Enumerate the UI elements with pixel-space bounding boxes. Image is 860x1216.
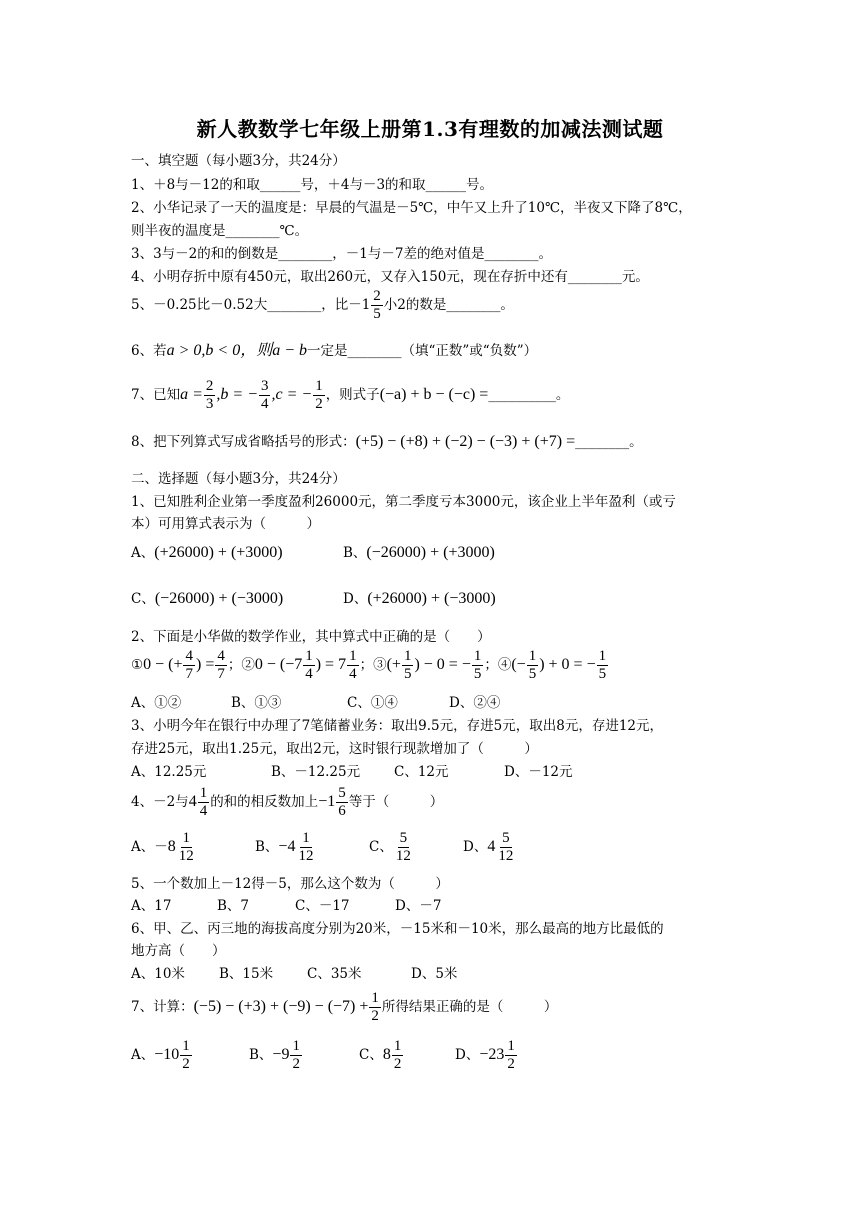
mixed-whole: 4 <box>188 793 197 810</box>
s2-q4 <box>131 785 443 820</box>
item-frac <box>303 648 315 683</box>
s1-q7-frac-a <box>204 378 216 413</box>
s1-q7-text-a: 7、已知 <box>131 387 181 403</box>
s1-q6 <box>131 342 537 360</box>
s2-q2-options <box>131 694 500 712</box>
item-expr: ) − 0 = − <box>414 656 471 673</box>
mixed-whole: 4 <box>487 838 496 855</box>
fraction-numerator: 5 <box>399 830 408 846</box>
fraction-denominator: 2 <box>371 1008 379 1024</box>
fraction-denominator: 5 <box>598 666 607 682</box>
s1-q7-math-b: ,b = − <box>216 386 258 403</box>
option-b: B、①③ <box>231 695 282 711</box>
s1-q7-expr: (−a) + b − (−c) = <box>379 386 489 403</box>
s2-q7-frac <box>369 990 381 1025</box>
s2-q7-options <box>131 1038 518 1073</box>
s1-q7-frac-b <box>259 378 271 413</box>
option-d: D、5米 <box>411 966 458 982</box>
fraction-numerator: 1 <box>305 648 313 664</box>
option-expr: (−26000) + (+3000) <box>366 544 495 561</box>
fraction-denominator: 3 <box>205 396 214 412</box>
mixed-whole: −9 <box>272 1046 290 1063</box>
s2-q7-text-a: 7、计算： <box>131 999 194 1015</box>
fraction-numerator: 1 <box>528 648 537 664</box>
option-a <box>131 830 255 865</box>
fraction-numerator: 1 <box>182 1038 190 1054</box>
item-marker: ；③ <box>359 657 387 673</box>
option-label: A、－ <box>131 839 168 855</box>
fraction-denominator: 7 <box>185 666 193 682</box>
s1-q6-text-b: 一定是________（填“正数”或“负数”） <box>307 343 538 359</box>
fraction-numerator: 1 <box>507 1038 515 1054</box>
s1-q5 <box>131 288 514 323</box>
s2-q1-line2: 本）可用算式表示为（ ） <box>131 516 320 532</box>
s1-q5-text-a: 5、－0.25比－0.52大________，比－1 <box>131 297 371 313</box>
fraction-numerator: 3 <box>260 378 269 394</box>
fraction-numerator: 1 <box>292 1038 300 1054</box>
option-expr: (+26000) + (+3000) <box>154 544 283 561</box>
mixed-frac <box>180 1038 192 1073</box>
option-label: B、 <box>249 1047 273 1063</box>
option-d <box>463 830 516 865</box>
option-d: D、－12元 <box>504 764 573 780</box>
fraction-numerator: 5 <box>502 830 510 846</box>
s2-q7-expr: (−5) − (+3) + (−9) − (−7) + <box>193 998 369 1015</box>
s1-q7-text-b: ，则式子 <box>325 387 380 403</box>
s2-q2-items <box>131 648 609 683</box>
option-label: C、 <box>359 1047 383 1063</box>
s2-q4-text-b: 的和的相反数加上 <box>210 794 319 810</box>
option-label: A、 <box>131 545 155 561</box>
fraction-denominator: 2 <box>182 1056 190 1072</box>
option-frac <box>394 830 413 865</box>
option-c <box>369 830 463 865</box>
s1-q7-math-c: ,c = − <box>271 386 313 403</box>
s1-q1: 1、＋8与－12的和取______号，＋4与－3的和取______号。 <box>131 177 494 193</box>
s2-q7-text-b: 所得结果正确的是（ ） <box>381 999 558 1015</box>
option-label: B、 <box>343 545 367 561</box>
s2-q1-line1: 1、已知胜利企业第一季度盈利26000元，第二季度亏本3000元，该企业上半年盈利（或亏 <box>131 494 676 510</box>
fraction-denominator: 5 <box>373 306 381 322</box>
fraction-numerator: 1 <box>349 648 357 664</box>
item-frac <box>472 648 484 683</box>
s2-q3-options <box>131 763 573 781</box>
option-label: C、 <box>131 591 155 607</box>
s1-q2-line1: 2、小华记录了一天的温度是：早晨的气温是－5℃，中午又上升了10℃，半夜又下降了8℃， <box>131 200 692 216</box>
fraction-numerator: 4 <box>185 648 193 664</box>
mixed-whole: 8 <box>382 1046 391 1063</box>
s2-q7 <box>131 990 557 1025</box>
s1-q7-frac-c <box>313 378 325 413</box>
option-a <box>131 544 343 562</box>
s1-q7-text-c: __________。 <box>488 387 570 403</box>
item-expr: ) + 0 = − <box>539 656 596 673</box>
s2-q2: 2、下面是小华做的数学作业，其中算式中正确的是（ ） <box>131 629 491 645</box>
mixed-frac <box>177 830 196 865</box>
fraction-numerator: 4 <box>217 648 225 664</box>
item-frac <box>527 648 539 683</box>
mixed-whole: −4 <box>278 838 296 855</box>
item-expr: ) = <box>195 656 215 673</box>
option-a: A、12.25元 <box>131 764 207 780</box>
mixed-whole: −23 <box>479 1046 505 1063</box>
s1-q4: 4、小明存折中原有450元，取出260元，又存入150元，现在存折中还有________元。 <box>131 269 649 285</box>
s2-q5-options <box>131 897 441 915</box>
s1-q7-math-a: a = <box>180 386 203 403</box>
fraction-numerator: 1 <box>302 830 310 846</box>
fraction-denominator: 2 <box>292 1056 300 1072</box>
s1-q2-line2: 则半夜的温度是________℃。 <box>131 223 309 239</box>
option-label: D、 <box>343 591 368 607</box>
fraction-numerator: 1 <box>315 378 323 394</box>
s1-q8 <box>131 433 643 451</box>
s1-q6-text-a: 6、若 <box>131 343 167 359</box>
item-expr: (+ <box>386 656 401 673</box>
fraction-numerator: 1 <box>371 990 379 1006</box>
item-marker: ；④ <box>484 657 512 673</box>
fraction-denominator: 12 <box>178 848 194 864</box>
fraction-numerator: 2 <box>373 288 381 304</box>
option-d <box>455 1038 518 1073</box>
page-title: 新人教数学七年级上册第1.3有理数的加减法测试题 <box>196 117 664 141</box>
section2-heading: 二、选择题（每小题3分，共24分） <box>131 471 346 487</box>
option-b: B、7 <box>217 898 250 914</box>
option-b <box>255 830 369 865</box>
fraction-denominator: 12 <box>395 848 411 864</box>
s1-q7 <box>131 378 569 413</box>
mixed-whole: 8 <box>167 838 176 855</box>
mixed-frac <box>392 1038 404 1073</box>
item-frac <box>347 648 359 683</box>
s2-q6-line1: 6、甲、乙、丙三地的海拔高度分别为20米，－15米和－10米，那么最高的地方比最低的 <box>131 921 664 937</box>
s2-q4-text-c: 等于（ ） <box>348 794 444 810</box>
item-frac <box>597 648 609 683</box>
fraction-denominator: 5 <box>403 666 412 682</box>
item-expr: 0 − (−7 <box>254 656 303 673</box>
s2-q6-line2: 地方高（ ） <box>131 943 226 959</box>
fraction-denominator: 4 <box>349 666 357 682</box>
option-c: C、12元 <box>394 764 449 780</box>
item-frac <box>402 648 414 683</box>
s1-q8-text-a: 8、把下列算式写成省略括号的形式： <box>131 434 356 450</box>
fraction-numerator: 1 <box>403 648 412 664</box>
option-c: C、①④ <box>347 695 398 711</box>
mixed-frac <box>290 1038 302 1073</box>
mixed-whole: −10 <box>154 1046 180 1063</box>
s1-q8-text-b: ________。 <box>575 434 643 450</box>
fraction-denominator: 5 <box>473 666 482 682</box>
fraction-denominator: 2 <box>315 396 323 412</box>
option-c <box>359 1038 455 1073</box>
option-b: B、15米 <box>219 966 274 982</box>
option-c: C、－17 <box>295 898 350 914</box>
option-a: A、17 <box>131 898 172 914</box>
fraction-numerator: 1 <box>199 785 208 801</box>
s2-q4-text-a: 4、－2与 <box>131 794 189 810</box>
option-label: B、 <box>255 839 279 855</box>
fraction-numerator: 5 <box>338 785 346 801</box>
option-c <box>131 590 343 608</box>
fraction-denominator: 6 <box>338 803 346 819</box>
s1-q3: 3、3与－2的和的倒数是________，－1与－7差的绝对值是________。 <box>131 246 552 262</box>
option-label: A、 <box>131 1047 155 1063</box>
s1-q5-fraction <box>371 288 383 323</box>
option-expr: (−26000) + (−3000) <box>154 590 284 607</box>
option-expr: (+26000) + (−3000) <box>367 590 496 607</box>
fraction-denominator: 7 <box>217 666 225 682</box>
fraction-denominator: 2 <box>393 1056 402 1072</box>
s2-q5: 5、一个数加上－12得－5，那么这个数为（ ） <box>131 876 449 892</box>
option-d: D、－7 <box>395 898 442 914</box>
fraction-denominator: 4 <box>260 396 269 412</box>
s1-q8-expr: (+5) − (+8) + (−2) − (−3) + (+7) = <box>355 433 576 450</box>
s2-q1-options-row2 <box>131 590 496 608</box>
item-frac <box>215 648 227 683</box>
s1-q6-math: a > 0,b < 0，则a − b <box>166 342 307 359</box>
s2-q3-line2: 存进25元，取出1.25元，取出2元，这时银行现款增加了（ ） <box>131 741 538 757</box>
s1-q5-text-b: 小2的数是________。 <box>383 297 514 313</box>
fraction-denominator: 12 <box>498 848 514 864</box>
option-c: C、35米 <box>307 966 362 982</box>
section1-heading: 一、填空题（每小题3分，共24分） <box>131 153 346 169</box>
option-b <box>249 1038 359 1073</box>
fraction-numerator: 1 <box>598 648 607 664</box>
mixed-frac <box>505 1038 517 1073</box>
option-b: B、－12.25元 <box>271 764 361 780</box>
item-expr: (− <box>511 656 526 673</box>
fraction-denominator: 4 <box>199 803 208 819</box>
fraction-numerator: 1 <box>393 1038 402 1054</box>
fraction-numerator: 1 <box>473 648 482 664</box>
item-frac <box>183 648 195 683</box>
option-label: C、 <box>369 839 393 855</box>
mixed-frac <box>198 785 210 820</box>
item-marker: ① <box>131 657 144 673</box>
fraction-denominator: 2 <box>507 1056 515 1072</box>
s2-q4-options <box>131 830 516 865</box>
option-a <box>131 1038 249 1073</box>
mixed-frac <box>496 830 515 865</box>
fraction-denominator: 12 <box>298 848 314 864</box>
item-expr: 0 − (+ <box>143 656 183 673</box>
option-label: D、 <box>455 1047 480 1063</box>
mixed-frac <box>296 830 315 865</box>
s2-q3-line1: 3、小明今年在银行中办理了7笔储蓄业务：取出9.5元，存进5元，取出8元，存进12元， <box>131 718 664 734</box>
option-label: D、 <box>463 839 488 855</box>
mixed-whole: −1 <box>318 793 336 810</box>
item-expr: ) = 7 <box>315 656 347 673</box>
fraction-denominator: 4 <box>305 666 313 682</box>
option-b <box>343 544 495 562</box>
fraction-denominator: 5 <box>528 666 537 682</box>
option-a: A、①② <box>131 695 182 711</box>
s2-q1-options-row1 <box>131 544 495 562</box>
option-d: D、②④ <box>449 695 501 711</box>
item-marker: ；② <box>227 657 255 673</box>
option-d <box>343 590 496 608</box>
mixed-frac <box>336 785 348 820</box>
fraction-numerator: 1 <box>182 830 190 846</box>
fraction-numerator: 2 <box>205 378 214 394</box>
s2-q6-options <box>131 965 457 983</box>
option-a: A、10米 <box>131 966 185 982</box>
